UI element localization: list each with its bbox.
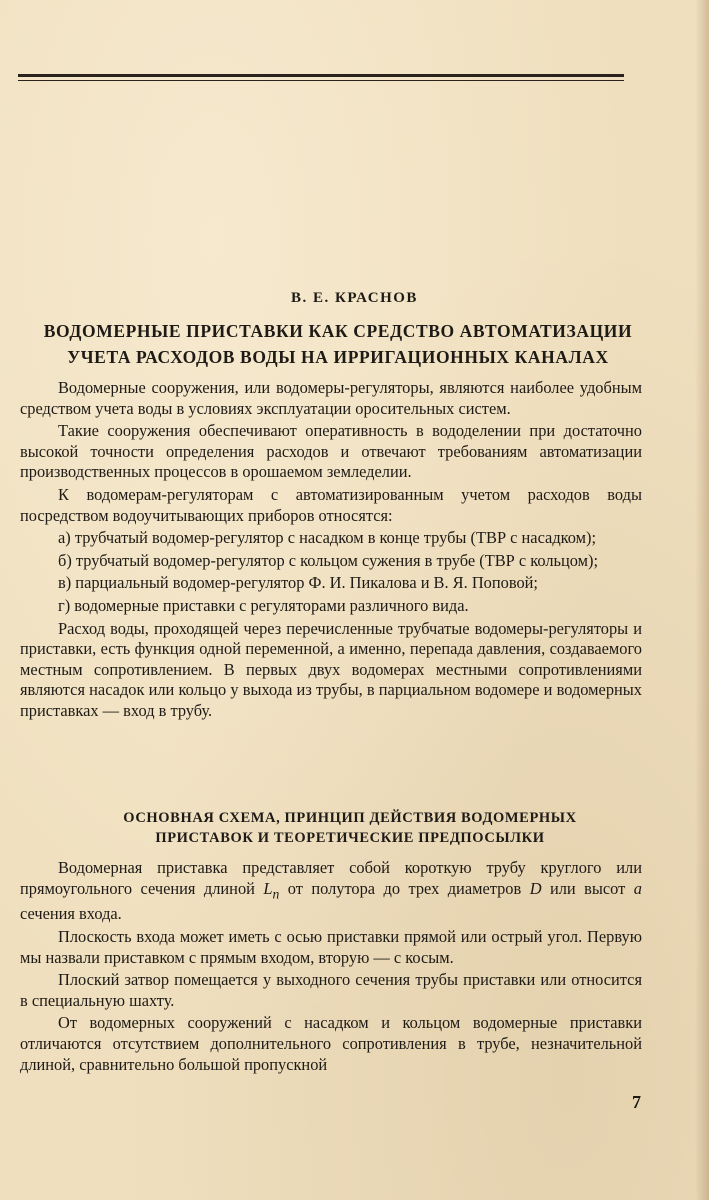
article-title-line-1: ВОДОМЕРНЫЕ ПРИСТАВКИ КАК СРЕДСТВО АВТОМАТИЗАЦИИ (43, 321, 633, 341)
header-rule-thick (18, 74, 624, 77)
variable-l: $L_п$ (263, 878, 280, 901)
section-paragraph-2: Плоскость входа может иметь с осью приставки прямой или острый угол. Первую мы назвали приставком с прямым входом, вторую — с косым. (20, 927, 642, 967)
section-title-line-1: ОСНОВНАЯ СХЕМА, ПРИНЦИП ДЕЙСТВИЯ ВОДОМЕРНЫХ (123, 810, 577, 826)
list-item-d: г) водомерные приставки с регуляторами различного вида. (58, 595, 469, 615)
section-paragraph-3: Плоский затвор помещается у выходного сечения трубы приставки или относится в специальную шахту. (20, 970, 642, 1010)
variable-d: D (529, 878, 542, 898)
intro-paragraph-3: К водомерам-регуляторам с автоматизированным учетом расходов воды посредством водоучитывающих приборов относятся: (20, 484, 642, 525)
list-item-a: а) трубчатый водомер-регулятор с насадком в конце трубы (ТВР с насадком); (58, 528, 597, 548)
section-title-line-2: ПРИСТАВОК И ТЕОРЕТИЧЕСКИЕ ПРЕДПОСЫЛКИ (155, 830, 545, 846)
page-edge-shadow (695, 0, 709, 1200)
section-text (20, 858, 642, 1077)
header-rule-thin (18, 80, 624, 81)
article-title (18, 318, 658, 370)
intro-text (20, 378, 642, 724)
intro-paragraph-2: Такие сооружения обеспечивают оперативность в вододелении при достаточно высокой точности определения расходов и отвечают требованиям автоматизации производственных процессов в орошаемом земледелии. (20, 421, 642, 482)
section-paragraph-4: От водомерных сооружений с насадком и кольцом водомерные приставки отличаются отсутствием дополнительного сопротивления в трубе, незначительной длиной, сравнительно большой пропускной (20, 1013, 642, 1074)
intro-paragraph-1: Водомерные сооружения, или водомеры-регуляторы, являются наиболее удобным средством учета воды в условиях эксплуатации оросительных систем. (20, 378, 642, 418)
list-item-b: б) трубчатый водомер-регулятор с кольцом сужения в трубе (ТВР с кольцом); (58, 550, 599, 570)
section-title (40, 808, 660, 848)
list-item-c: в) парциальный водомер-регулятор Ф. И. Пикалова и В. Я. Поповой; (58, 573, 538, 593)
article-title-line-2: УЧЕТА РАСХОДОВ ВОДЫ НА ИРРИГАЦИОННЫХ КАНАЛАХ (67, 347, 609, 367)
author-name: В. Е. КРАСНОВ (291, 290, 418, 306)
intro-paragraph-4: Расход воды, проходящей через перечисленные трубчатые водомеры-регуляторы и приставки, есть функция одной переменной, а именно, перепада давления, создаваемого местным сопротивлением. В первых двух водомерах местными сопротивлениями являются насадок или кольцо у выхода из трубы, в парциальном водомере и водомерных приставках — вход в трубу. (20, 618, 642, 720)
section-paragraph-1: Водомерная приставка представляет собой короткую трубу круглого или прямоугольного сечения длиной $L_п$ от полутора до трех диаметров D или высот a сечения входа. (20, 858, 642, 924)
page-number: 7 (632, 1092, 641, 1112)
variable-a: a (633, 878, 642, 898)
